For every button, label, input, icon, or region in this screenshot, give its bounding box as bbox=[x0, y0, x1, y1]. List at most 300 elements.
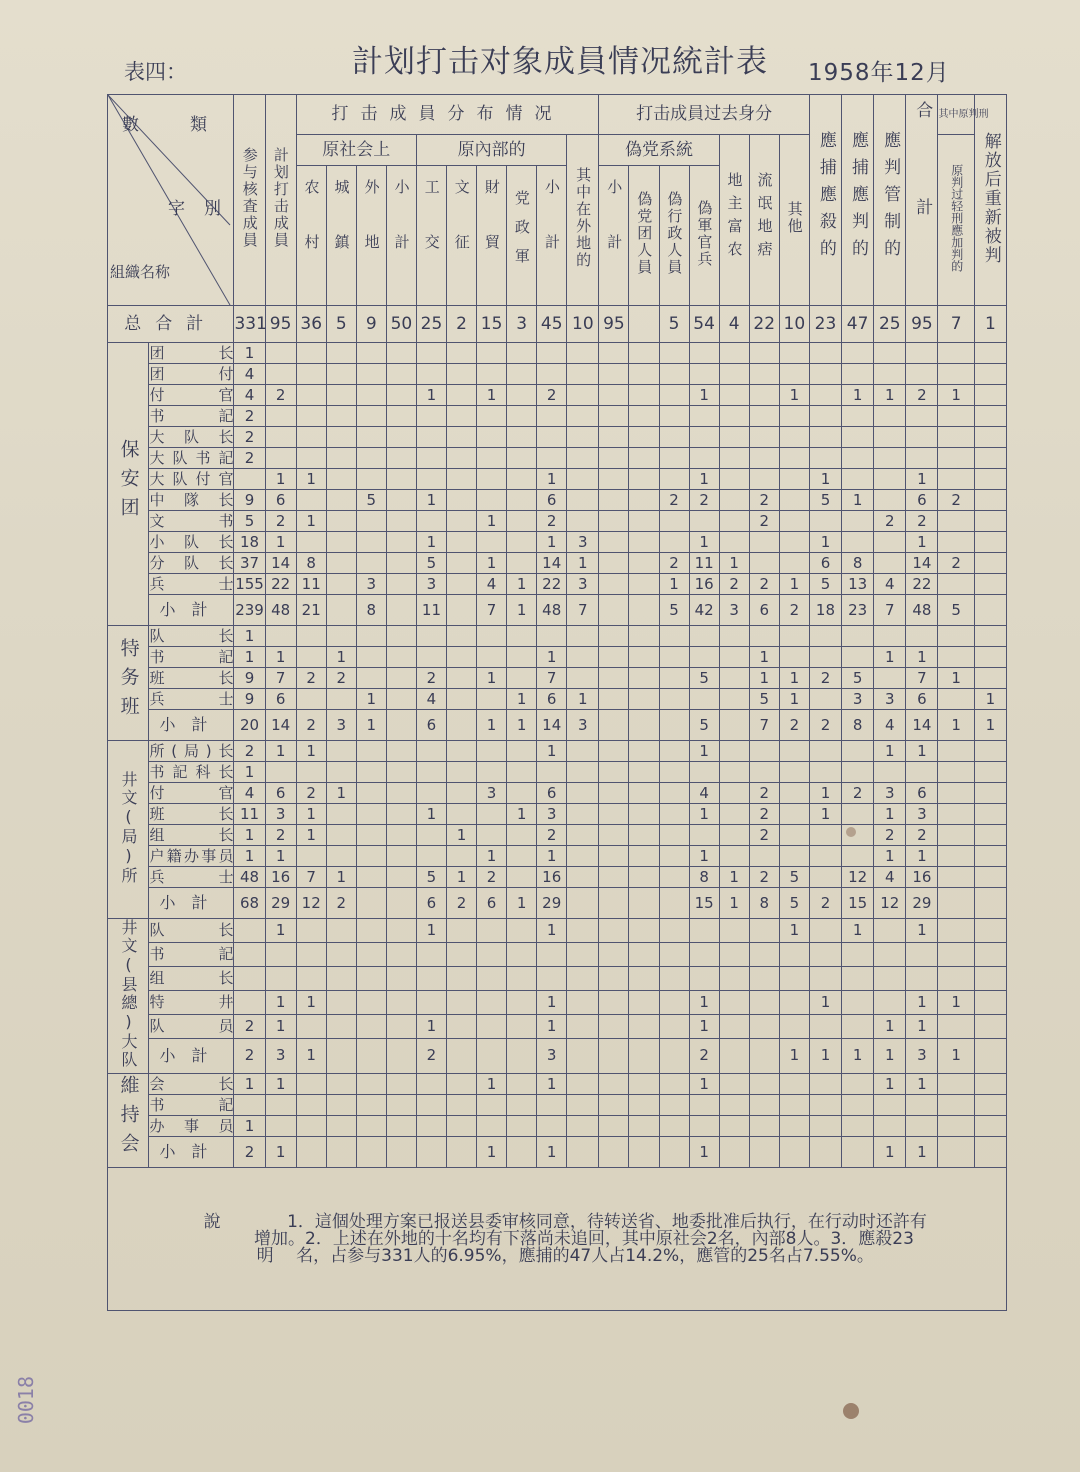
table-row bbox=[108, 741, 1007, 762]
subtotal-value bbox=[507, 1038, 537, 1073]
subtotal-value: 48 bbox=[265, 595, 296, 626]
cell-value: 3 bbox=[356, 574, 386, 595]
table-row bbox=[108, 385, 1007, 406]
subtotal-value: 1 bbox=[507, 888, 537, 919]
col-rural: 农村 bbox=[296, 166, 326, 306]
cell-value bbox=[689, 689, 719, 710]
table-row bbox=[108, 804, 1007, 825]
role-label: 队长 bbox=[149, 919, 234, 943]
cell-value: 4 bbox=[234, 364, 265, 385]
cell-value bbox=[599, 846, 629, 867]
cell-value bbox=[446, 647, 476, 668]
role-label: 班长 bbox=[149, 668, 234, 687]
cell-value bbox=[446, 385, 476, 406]
cell-value bbox=[386, 647, 416, 668]
corner-header-cell bbox=[108, 95, 234, 306]
cell-value: 9 bbox=[234, 490, 265, 511]
cell-value bbox=[719, 846, 749, 867]
subtotal-value: 3 bbox=[537, 1038, 567, 1073]
cell-value bbox=[386, 804, 416, 825]
cell-value bbox=[629, 1116, 659, 1137]
cell-value: 2 bbox=[537, 385, 567, 406]
cell-value bbox=[599, 532, 629, 553]
role-label: 大队付官 bbox=[149, 469, 234, 488]
cell-value bbox=[779, 532, 809, 553]
cell-value bbox=[296, 762, 326, 783]
cell-value bbox=[477, 490, 507, 511]
table-row bbox=[108, 343, 1007, 364]
cell-value: 1 bbox=[507, 804, 537, 825]
cell-value bbox=[386, 448, 416, 469]
subtotal-value: 15 bbox=[842, 888, 874, 919]
col-total: 合計 bbox=[906, 95, 938, 306]
role-label: 团长 bbox=[149, 343, 234, 362]
cell-value bbox=[599, 966, 629, 990]
group-name: 特务班 bbox=[108, 626, 149, 741]
role-label: 书記 bbox=[149, 1095, 234, 1114]
cell-value bbox=[906, 448, 938, 469]
cell-value bbox=[507, 762, 537, 783]
cell-value bbox=[446, 919, 476, 943]
cell-value bbox=[599, 364, 629, 385]
cell-value: 6 bbox=[906, 783, 938, 804]
cell-value: 48 bbox=[234, 867, 265, 888]
cell-value bbox=[477, 626, 507, 647]
cell-value bbox=[356, 511, 386, 532]
cell-value bbox=[809, 1095, 841, 1116]
col-arrest-kill: 應捕應殺的 bbox=[809, 95, 841, 306]
grand-total-value: 331 bbox=[234, 306, 265, 343]
cell-value bbox=[265, 626, 296, 647]
cell-value bbox=[599, 804, 629, 825]
table-row bbox=[108, 1074, 1007, 1095]
cell-value bbox=[537, 364, 567, 385]
cell-value bbox=[809, 1116, 841, 1137]
role-label: 大队书記 bbox=[149, 448, 234, 467]
cell-value: 22 bbox=[265, 574, 296, 595]
subtotal-value bbox=[749, 1038, 779, 1073]
subtotal-value bbox=[719, 710, 749, 741]
grand-total-value: 4 bbox=[719, 306, 749, 343]
subtotal-value: 8 bbox=[356, 595, 386, 626]
cell-value: 1 bbox=[749, 647, 779, 668]
subtotal-value: 8 bbox=[842, 710, 874, 741]
cell-value bbox=[659, 846, 689, 867]
cell-value bbox=[719, 741, 749, 762]
document-date: 1958年12月 bbox=[808, 60, 950, 86]
table-row bbox=[108, 490, 1007, 511]
cell-value: 1 bbox=[874, 1014, 906, 1038]
cell-value: 22 bbox=[537, 574, 567, 595]
cell-value bbox=[507, 532, 537, 553]
cell-value bbox=[719, 469, 749, 490]
cell-value bbox=[234, 990, 265, 1014]
cell-value bbox=[749, 532, 779, 553]
cell-value bbox=[809, 427, 841, 448]
cell-value bbox=[386, 1095, 416, 1116]
cell-value bbox=[974, 668, 1006, 689]
cell-value bbox=[537, 966, 567, 990]
cell-value bbox=[749, 990, 779, 1014]
cell-value bbox=[719, 343, 749, 364]
cell-value bbox=[386, 406, 416, 427]
role-label: 兵士 bbox=[149, 689, 234, 708]
col-of-which: 其中原判刑 bbox=[938, 95, 974, 135]
cell-value: 2 bbox=[234, 741, 265, 762]
cell-value bbox=[906, 942, 938, 966]
subtotal-value: 6 bbox=[416, 710, 446, 741]
subtotal-value: 1 bbox=[974, 710, 1006, 741]
cell-value bbox=[874, 668, 906, 689]
role-label: 文书 bbox=[149, 511, 234, 530]
cell-value bbox=[974, 532, 1006, 553]
grand-total-value: 25 bbox=[416, 306, 446, 343]
cell-value: 1 bbox=[719, 867, 749, 888]
cell-value bbox=[629, 846, 659, 867]
subtotal-value: 48 bbox=[906, 595, 938, 626]
cell-value bbox=[629, 647, 659, 668]
subtotal-value: 18 bbox=[809, 595, 841, 626]
cell-value bbox=[974, 804, 1006, 825]
cell-value bbox=[974, 343, 1006, 364]
cell-value bbox=[629, 385, 659, 406]
role-label: 兵士 bbox=[149, 574, 234, 593]
cell-value bbox=[842, 406, 874, 427]
subtotal-value: 1 bbox=[689, 1137, 719, 1168]
col-landlord: 地主富农 bbox=[719, 135, 749, 306]
cell-value: 2 bbox=[749, 783, 779, 804]
subtotal-value: 3 bbox=[567, 710, 599, 741]
cell-value bbox=[779, 553, 809, 574]
subtotal-value: 48 bbox=[537, 595, 567, 626]
cell-value bbox=[779, 406, 809, 427]
cell-value bbox=[629, 1095, 659, 1116]
cell-value bbox=[234, 919, 265, 943]
cell-value: 4 bbox=[874, 574, 906, 595]
subtotal-value: 7 bbox=[749, 710, 779, 741]
corner-label-bottom: 組織名称 bbox=[110, 263, 171, 281]
cell-value bbox=[356, 919, 386, 943]
subtotal-value: 5 bbox=[779, 888, 809, 919]
grand-total-value: 95 bbox=[265, 306, 296, 343]
cell-value bbox=[326, 846, 356, 867]
cell-value bbox=[689, 919, 719, 943]
cell-value bbox=[416, 762, 446, 783]
cell-value bbox=[938, 427, 974, 448]
cell-value bbox=[326, 762, 356, 783]
cell-value: 1 bbox=[809, 469, 841, 490]
cell-value bbox=[874, 532, 906, 553]
subtotal-label: 小計 bbox=[149, 1038, 234, 1073]
cell-value: 2 bbox=[749, 867, 779, 888]
cell-value: 16 bbox=[689, 574, 719, 595]
subtotal-value: 239 bbox=[234, 595, 265, 626]
cell-value bbox=[809, 364, 841, 385]
cell-value bbox=[974, 966, 1006, 990]
cell-value bbox=[599, 469, 629, 490]
col-arrest-judge: 應捕應判的 bbox=[842, 95, 874, 306]
cell-value bbox=[974, 846, 1006, 867]
cell-value bbox=[567, 448, 599, 469]
cell-value: 11 bbox=[296, 574, 326, 595]
subtotal-value bbox=[567, 1038, 599, 1073]
subtotal-value: 3 bbox=[326, 710, 356, 741]
cell-value bbox=[599, 825, 629, 846]
cell-value bbox=[386, 762, 416, 783]
cell-value: 1 bbox=[477, 553, 507, 574]
cell-value bbox=[689, 825, 719, 846]
cell-value: 1 bbox=[234, 825, 265, 846]
cell-value: 5 bbox=[779, 867, 809, 888]
cell-value: 1 bbox=[689, 846, 719, 867]
cell-value bbox=[659, 942, 689, 966]
cell-value bbox=[779, 469, 809, 490]
cell-value bbox=[356, 762, 386, 783]
cell-value bbox=[507, 966, 537, 990]
cell-value: 5 bbox=[234, 511, 265, 532]
cell-value bbox=[749, 553, 779, 574]
role-label: 团付 bbox=[149, 364, 234, 383]
cell-value bbox=[416, 966, 446, 990]
cell-value bbox=[356, 469, 386, 490]
subtotal-value bbox=[629, 1137, 659, 1168]
cell-value bbox=[874, 364, 906, 385]
col-subtotal-internal: 小計 bbox=[537, 166, 567, 306]
cell-value: 1 bbox=[537, 532, 567, 553]
table-row bbox=[108, 942, 1007, 966]
cell-value bbox=[749, 741, 779, 762]
cell-value: 2 bbox=[874, 511, 906, 532]
cell-value bbox=[507, 511, 537, 532]
subtotal-value: 2 bbox=[326, 888, 356, 919]
cell-value bbox=[974, 1095, 1006, 1116]
cell-value: 1 bbox=[416, 532, 446, 553]
cell-value bbox=[386, 846, 416, 867]
col-outside: 其中在外地的 bbox=[567, 135, 599, 306]
cell-value bbox=[629, 490, 659, 511]
table-row bbox=[108, 532, 1007, 553]
cell-value: 2 bbox=[938, 490, 974, 511]
cell-value bbox=[446, 1095, 476, 1116]
cell-value: 2 bbox=[234, 406, 265, 427]
cell-value bbox=[779, 343, 809, 364]
cell-value bbox=[477, 448, 507, 469]
cell-value bbox=[629, 762, 659, 783]
statistics-table bbox=[107, 94, 1007, 1311]
role-label: 兵士 bbox=[149, 867, 234, 886]
subtotal-value bbox=[599, 1038, 629, 1073]
cell-value bbox=[719, 919, 749, 943]
cell-value bbox=[296, 343, 326, 364]
cell-value bbox=[507, 553, 537, 574]
cell-value: 7 bbox=[265, 668, 296, 689]
cell-value: 18 bbox=[234, 532, 265, 553]
role-label: 队长 bbox=[149, 626, 234, 645]
cell-value: 2 bbox=[749, 511, 779, 532]
cell-value: 2 bbox=[265, 385, 296, 406]
cell-value bbox=[659, 783, 689, 804]
cell-value: 1 bbox=[537, 469, 567, 490]
cell-value bbox=[265, 966, 296, 990]
cell-value: 1 bbox=[689, 990, 719, 1014]
cell-value bbox=[416, 942, 446, 966]
cell-value bbox=[749, 846, 779, 867]
cell-value: 16 bbox=[537, 867, 567, 888]
subtotal-value: 6 bbox=[477, 888, 507, 919]
cell-value: 2 bbox=[874, 825, 906, 846]
role-label: 书記 bbox=[149, 406, 234, 425]
subtotal-value bbox=[659, 1038, 689, 1073]
cell-value bbox=[874, 966, 906, 990]
cell-value bbox=[938, 741, 974, 762]
notes-line-2: 增加。2．上述在外地的十名均有下落尚未追回，其中原社会2名，內部8人。3．應殺23 bbox=[254, 1228, 914, 1249]
cell-value bbox=[938, 469, 974, 490]
cell-value bbox=[974, 427, 1006, 448]
cell-value: 6 bbox=[265, 490, 296, 511]
cell-value: 14 bbox=[537, 553, 567, 574]
cell-value: 1 bbox=[416, 919, 446, 943]
cell-value: 1 bbox=[906, 647, 938, 668]
cell-value bbox=[842, 804, 874, 825]
cell-value: 2 bbox=[234, 427, 265, 448]
cell-value bbox=[537, 343, 567, 364]
cell-value bbox=[842, 1014, 874, 1038]
cell-value: 1 bbox=[906, 990, 938, 1014]
cell-value bbox=[326, 511, 356, 532]
grand-total-value: 5 bbox=[326, 306, 356, 343]
cell-value: 6 bbox=[265, 783, 296, 804]
col-puppet-soldier: 偽軍官兵 bbox=[689, 166, 719, 306]
cell-value: 2 bbox=[326, 668, 356, 689]
role-label: 会长 bbox=[149, 1074, 234, 1093]
cell-value: 1 bbox=[265, 1014, 296, 1038]
cell-value: 1 bbox=[779, 385, 809, 406]
grand-total-value: 25 bbox=[874, 306, 906, 343]
cell-value: 1 bbox=[326, 783, 356, 804]
cell-value bbox=[659, 364, 689, 385]
subtotal-value bbox=[446, 1137, 476, 1168]
table-row bbox=[108, 966, 1007, 990]
subtotal-value: 7 bbox=[477, 595, 507, 626]
cell-value: 2 bbox=[234, 448, 265, 469]
cell-value bbox=[779, 448, 809, 469]
cell-value bbox=[749, 1014, 779, 1038]
cell-value bbox=[659, 406, 689, 427]
cell-value bbox=[446, 846, 476, 867]
cell-value bbox=[659, 990, 689, 1014]
cell-value bbox=[599, 385, 629, 406]
cell-value bbox=[599, 574, 629, 595]
cell-value bbox=[599, 626, 629, 647]
cell-value bbox=[537, 427, 567, 448]
cell-value bbox=[416, 990, 446, 1014]
cell-value bbox=[507, 1116, 537, 1137]
cell-value bbox=[386, 364, 416, 385]
cell-value bbox=[416, 406, 446, 427]
cell-value bbox=[809, 1014, 841, 1038]
subtotal-row bbox=[108, 888, 1007, 919]
cell-value: 3 bbox=[537, 804, 567, 825]
subtotal-value bbox=[356, 888, 386, 919]
cell-value bbox=[749, 919, 779, 943]
cell-value bbox=[809, 942, 841, 966]
cell-value bbox=[507, 406, 537, 427]
role-label: 大队长 bbox=[149, 427, 234, 446]
cell-value bbox=[938, 511, 974, 532]
cell-value bbox=[265, 762, 296, 783]
cell-value bbox=[629, 741, 659, 762]
subtotal-row bbox=[108, 1137, 1007, 1168]
subtotal-value: 4 bbox=[874, 710, 906, 741]
cell-value bbox=[296, 689, 326, 710]
subtotal-value bbox=[386, 1038, 416, 1073]
cell-value: 2 bbox=[719, 574, 749, 595]
subtotal-value: 1 bbox=[537, 1137, 567, 1168]
notes-label-bottom: 明 bbox=[256, 1245, 274, 1266]
cell-value bbox=[659, 448, 689, 469]
cell-value: 1 bbox=[938, 990, 974, 1014]
role-label: 组长 bbox=[149, 966, 234, 990]
cell-value bbox=[629, 469, 659, 490]
cell-value: 1 bbox=[809, 783, 841, 804]
cell-value bbox=[567, 1095, 599, 1116]
cell-value bbox=[567, 825, 599, 846]
cell-value bbox=[809, 448, 841, 469]
cell-value: 2 bbox=[749, 804, 779, 825]
cell-value bbox=[938, 532, 974, 553]
grand-total-value: 22 bbox=[749, 306, 779, 343]
cell-value bbox=[938, 867, 974, 888]
cell-value: 1 bbox=[234, 647, 265, 668]
cell-value bbox=[659, 689, 689, 710]
cell-value bbox=[296, 364, 326, 385]
cell-value bbox=[326, 990, 356, 1014]
cell-value bbox=[507, 668, 537, 689]
grand-total-value: 10 bbox=[567, 306, 599, 343]
subtotal-value: 29 bbox=[537, 888, 567, 919]
cell-value bbox=[599, 553, 629, 574]
cell-value bbox=[356, 990, 386, 1014]
cell-value: 1 bbox=[809, 804, 841, 825]
cell-value bbox=[599, 490, 629, 511]
role-label: 付官 bbox=[149, 783, 234, 802]
cell-value bbox=[296, 448, 326, 469]
cell-value bbox=[842, 532, 874, 553]
role-label: 班长 bbox=[149, 804, 234, 823]
cell-value bbox=[599, 783, 629, 804]
cell-value: 9 bbox=[234, 668, 265, 689]
cell-value bbox=[809, 626, 841, 647]
cell-value bbox=[386, 668, 416, 689]
cell-value: 1 bbox=[874, 385, 906, 406]
cell-value bbox=[719, 532, 749, 553]
subtotal-value: 7 bbox=[874, 595, 906, 626]
cell-value bbox=[477, 966, 507, 990]
cell-value bbox=[567, 990, 599, 1014]
cell-value bbox=[567, 919, 599, 943]
cell-value bbox=[599, 343, 629, 364]
cell-value bbox=[749, 942, 779, 966]
subtotal-value: 1 bbox=[265, 1137, 296, 1168]
cell-value bbox=[842, 448, 874, 469]
table-row bbox=[108, 867, 1007, 888]
cell-value: 1 bbox=[265, 1074, 296, 1095]
cell-value: 2 bbox=[296, 783, 326, 804]
cell-value bbox=[386, 1014, 416, 1038]
grand-total-value: 9 bbox=[356, 306, 386, 343]
table-row bbox=[108, 511, 1007, 532]
cell-value bbox=[874, 490, 906, 511]
